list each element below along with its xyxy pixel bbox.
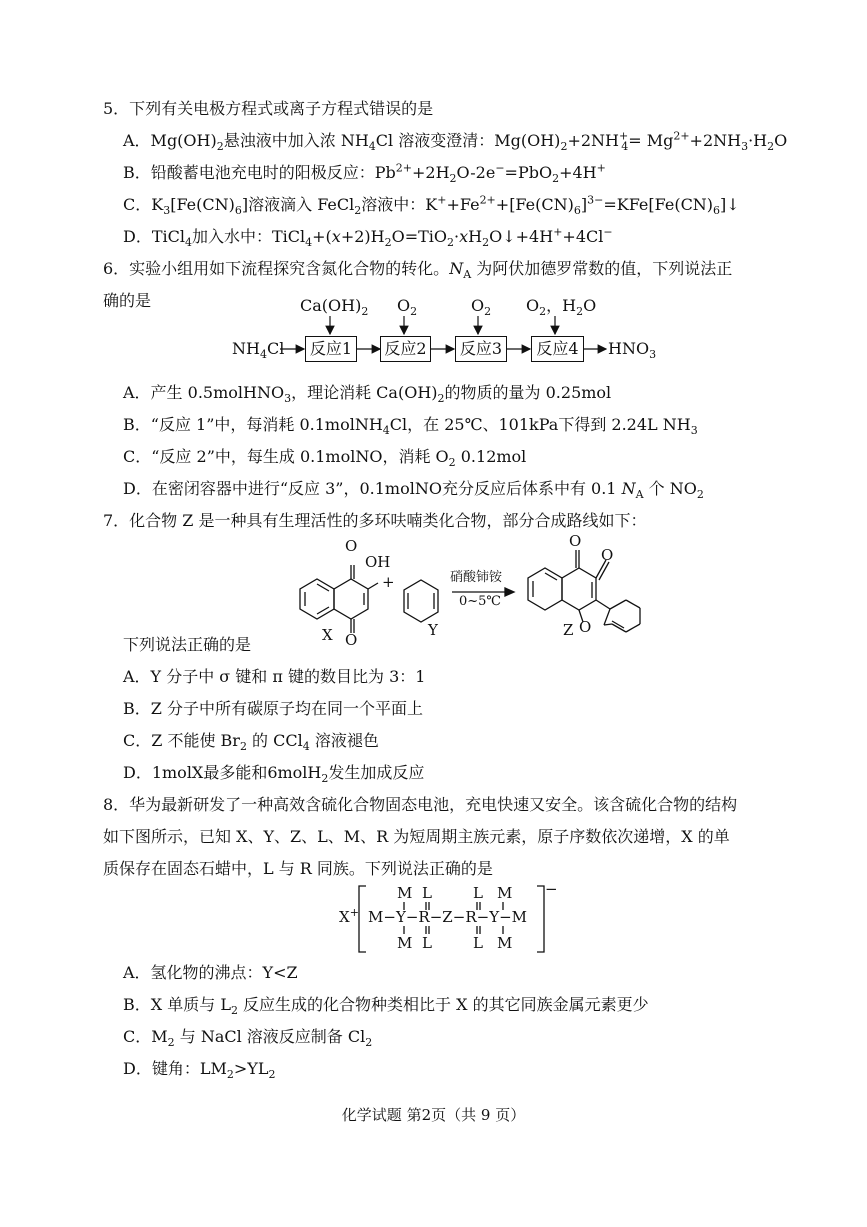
q7-option-b: B．Z 分子中所有碳原子均在同一个平面上 bbox=[123, 699, 423, 718]
q8-stem-line1: 8．华为最新研发了一种高效含硫化合物固态电池，充电快速又安全。该含硫化合物的结构 bbox=[103, 795, 738, 814]
flow-input-2: $O_2$ bbox=[397, 296, 418, 319]
q7-sub-stem: 下列说法正确的是 bbox=[123, 635, 252, 654]
z-carbonyl-o-2: O bbox=[601, 546, 614, 564]
q5-option-c: C．$K_3[Fe(CN)_6]$溶液滴入 FeCl$_2$溶液中：$K^++Fe^{2+}+[Fe(CN)_6]^{3-}=KFe[Fe(CN)_6]↓$ bbox=[123, 193, 740, 218]
condition-temperature: 0~5℃ bbox=[459, 594, 501, 609]
struct-l-bottom-1: L bbox=[422, 934, 432, 952]
q8-stem-line3: 质保存在固态石蜡中，L 与 R 同族。下列说法正确的是 bbox=[103, 859, 493, 878]
struct-m-bottom-2: M bbox=[497, 934, 513, 952]
flow-box-4: 反应4 bbox=[531, 336, 584, 362]
flow-arrows bbox=[0, 0, 867, 400]
q7-stem: 7．化合物 Z 是一种具有生理活性的多环呋喃类化合物，部分合成路线如下： bbox=[103, 511, 647, 530]
z-label: Z bbox=[563, 621, 574, 639]
q8-option-c: C．$M_2$ 与 NaCl 溶液反应制备 $Cl_2$ bbox=[123, 1027, 373, 1050]
struct-m-top-1: M bbox=[397, 884, 413, 902]
flow-box-1: 反应1 bbox=[305, 336, 357, 362]
condition-reagent: 硝酸铈铵 bbox=[450, 570, 503, 585]
z-carbonyl-o-1: O bbox=[569, 532, 582, 550]
x-label: X bbox=[322, 626, 333, 644]
flow-end: $HNO_3$ bbox=[608, 339, 657, 362]
plus-sign: + bbox=[382, 573, 395, 591]
flow-box-2: 反应2 bbox=[380, 336, 431, 362]
q5-option-a: A．$Mg(OH)_2$悬浊液中加入浓 $NH_4Cl$ 溶液变澄清：$Mg(OH)_2+2NH^+_4= Mg^{2+}+2NH_3\cdot H_2O$ bbox=[123, 129, 788, 154]
q5-option-d: D．TiCl$_4$加入水中：$TiCl_4+(x+2)H_2O=TiO_2\cdot xH_2O↓+4H^++4Cl^-$ bbox=[123, 225, 613, 250]
q7-option-c: C．Z 不能使 $Br_2$ 的 CCl$_4$ 溶液褪色 bbox=[123, 731, 379, 754]
struct-l-top-2: L bbox=[473, 884, 483, 902]
q8-stem-line2: 如下图所示，已知 X、Y、Z、L、M、R 为短周期主族元素，原子序数依次递增，X 的单 bbox=[103, 827, 730, 846]
flow-start: $NH_4Cl$ bbox=[232, 339, 285, 362]
flow-box-3: 反应3 bbox=[455, 336, 507, 362]
q5-option-b: B．铅酸蓄电池充电时的阳极反应：$Pb^{2+}+2H_2O-2e^-=PbO_2+4H^+$ bbox=[123, 161, 606, 186]
q7-option-a: A．Y 分子中 σ 键和 π 键的数目比为 3：1 bbox=[123, 667, 426, 686]
struct-cation: X+ bbox=[339, 906, 359, 926]
x-carbonyl-o-bottom: O bbox=[345, 631, 358, 649]
q8-option-a: A．氢化物的沸点：Y<Z bbox=[123, 963, 298, 982]
q8-option-b: B．X 单质与 $L_2$ 反应生成的化合物种类相比于 X 的其它同族金属元素更少 bbox=[123, 995, 649, 1018]
struct-m-top-2: M bbox=[497, 884, 513, 902]
struct-chain: M−Y−R−Z−R−Y−M bbox=[368, 908, 528, 926]
struct-l-top-1: L bbox=[422, 884, 432, 902]
x-carbonyl-o-top: O bbox=[345, 537, 358, 555]
q6-option-c: C．“反应 2”中，每生成 0.1molNO，消耗 $O_2$ 0.12mol bbox=[123, 447, 527, 470]
q5-stem: 5．下列有关电极方程式或离子方程式错误的是 bbox=[103, 99, 434, 118]
q6-option-b: B．“反应 1”中，每消耗 0.1molNH$_4$Cl，在 25℃、101kPa下得到 2.24L $NH_3$ bbox=[123, 415, 698, 438]
flow-input-4: $O_2$，$H_2O$ bbox=[526, 296, 597, 319]
q6-option-d: D．在密闭容器中进行“反应 3”，0.1molNO充分反应后体系中有 0.1 $N_A$ 个 $NO_2$ bbox=[123, 479, 704, 502]
struct-l-bottom-2: L bbox=[473, 934, 483, 952]
struct-charge: − bbox=[545, 880, 558, 898]
y-label: Y bbox=[428, 621, 438, 639]
struct-m-bottom-1: M bbox=[397, 934, 413, 952]
q7-option-d: D．1molX最多能和6molH$_2$发生加成反应 bbox=[123, 763, 425, 786]
q6-option-a: A．产生 0.5molHNO$_3$，理论消耗 $Ca(OH)_2$的物质的量为 0.25mol bbox=[123, 383, 612, 406]
page-footer: 化学试题 第2页（共 9 页） bbox=[341, 1106, 526, 1124]
q6-stem-line1: 6．实验小组用如下流程探究含氮化合物的转化。$N_A$ 为阿伏加德罗常数的值，下列说法正 bbox=[103, 259, 733, 282]
flow-input-1: $Ca(OH)_2$ bbox=[300, 296, 369, 319]
flow-input-3: $O_2$ bbox=[471, 296, 492, 319]
q6-stem-line2: 确的是 bbox=[103, 291, 152, 310]
z-furan-o: O bbox=[579, 618, 592, 636]
x-hydroxyl: OH bbox=[365, 553, 391, 571]
q8-option-d: D．键角：$LM_2>YL_2$ bbox=[123, 1059, 276, 1082]
